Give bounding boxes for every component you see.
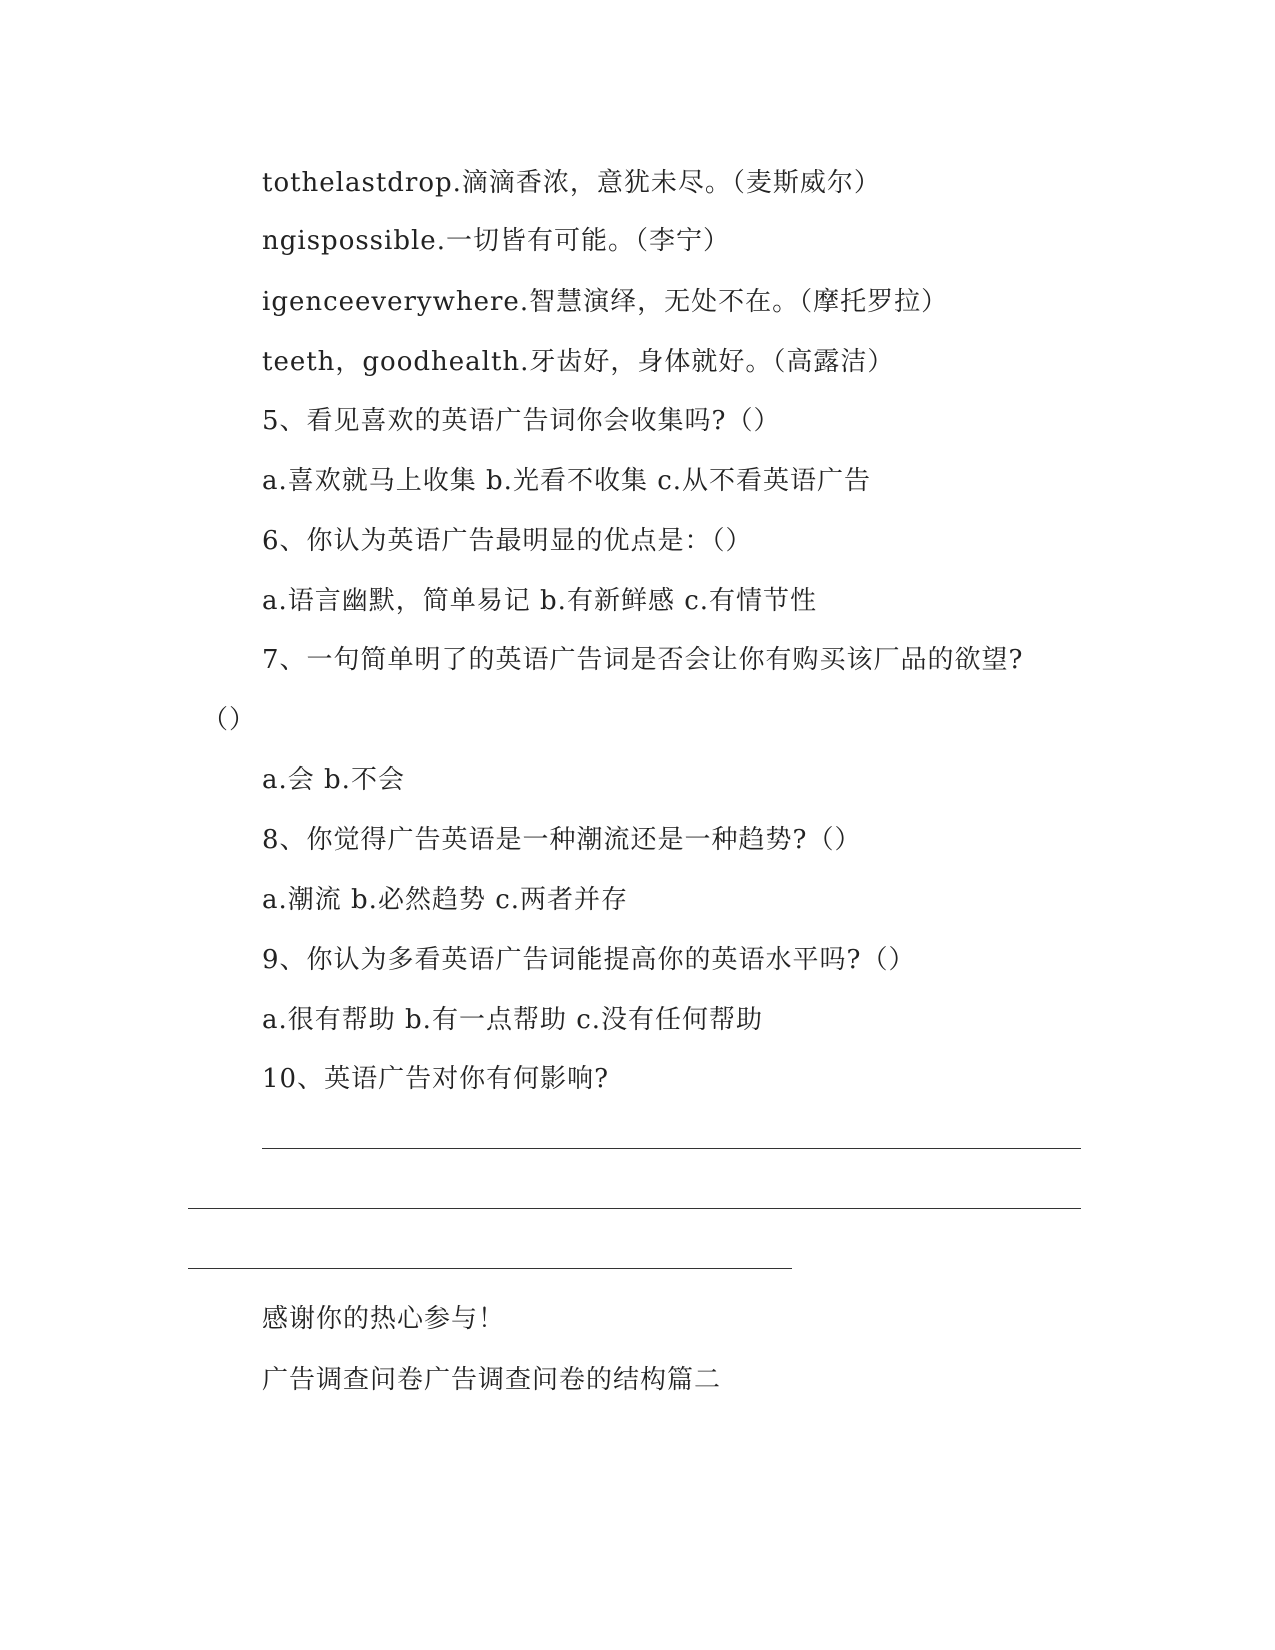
question-5-options: a.喜欢就马上收集 b.光看不收集 c.从不看英语广告 xyxy=(262,466,872,496)
slogan-lining: ngispossible.一切皆有可能。（李宁） xyxy=(262,226,730,256)
question-10: 10、英语广告对你有何影响? xyxy=(262,1064,610,1094)
question-7: 7、一句简单明了的英语广告词是否会让你有购买该厂品的欲望? xyxy=(262,645,1024,675)
question-7-bracket: （） xyxy=(202,705,257,735)
question-8-options: a.潮流 b.必然趋势 c.两者并存 xyxy=(262,885,629,915)
slogan-colgate: teeth，goodhealth.牙齿好，身体就好。（高露洁） xyxy=(262,347,895,377)
answer-line-3 xyxy=(188,1268,792,1269)
answer-line-1 xyxy=(262,1148,1081,1149)
section-heading: 广告调查问卷广告调查问卷的结构篇二 xyxy=(262,1365,722,1395)
question-7-options: a.会 b.不会 xyxy=(262,765,405,795)
question-6: 6、你认为英语广告最明显的优点是：（） xyxy=(262,526,753,556)
answer-line-2 xyxy=(188,1208,1081,1209)
question-6-options: a.语言幽默，简单易记 b.有新鲜感 c.有情节性 xyxy=(262,586,818,616)
slogan-motorola: igenceeverywhere.智慧演绎，无处不在。（摩托罗拉） xyxy=(262,287,949,317)
question-9-options: a.很有帮助 b.有一点帮助 c.没有任何帮助 xyxy=(262,1005,764,1035)
question-9: 9、你认为多看英语广告词能提高你的英语水平吗?（） xyxy=(262,945,916,975)
thank-you-note: 感谢你的热心参与！ xyxy=(262,1304,506,1334)
question-8: 8、你觉得广告英语是一种潮流还是一种趋势?（） xyxy=(262,825,862,855)
question-5: 5、看见喜欢的英语广告词你会收集吗?（） xyxy=(262,406,781,436)
slogan-maxwell: tothelastdrop.滴滴香浓，意犹未尽。（麦斯威尔） xyxy=(262,168,881,198)
